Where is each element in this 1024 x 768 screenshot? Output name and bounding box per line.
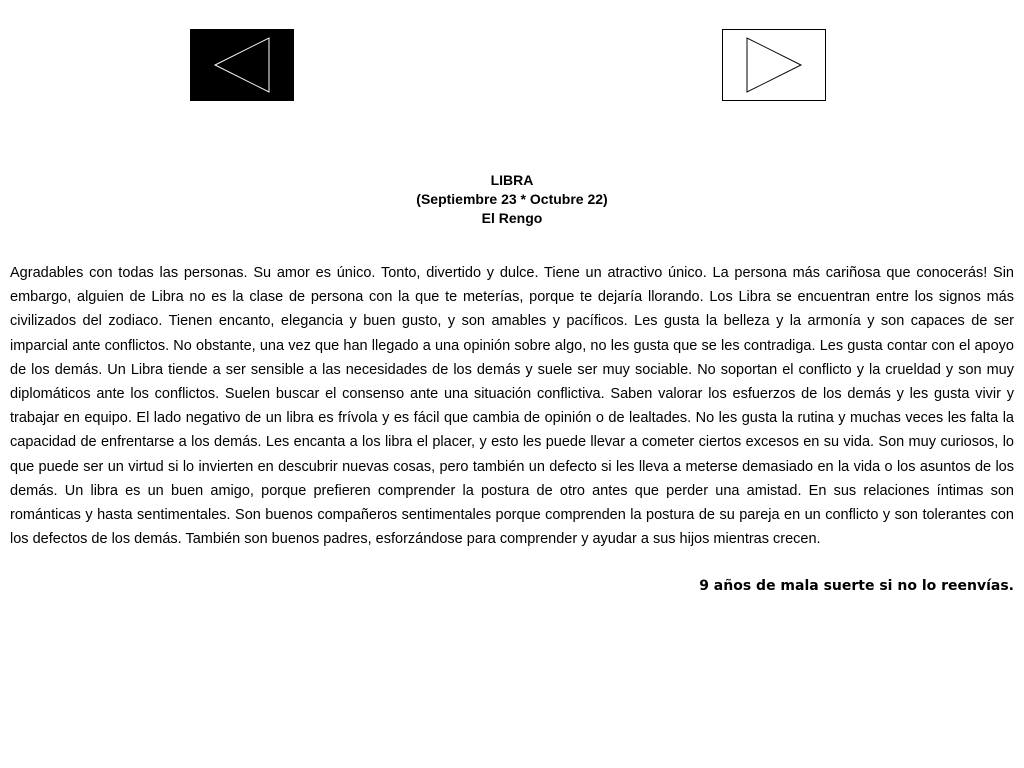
sign-dates: (Septiembre 23 * Octubre 22)	[416, 191, 608, 207]
sign-title: LIBRA	[490, 172, 534, 188]
description-paragraph: Agradables con todas las personas. Su amor es único. Tonto, divertido y dulce. Tiene un atractivo único. La persona más cariñosa que conocerás! Sin embargo, alguien de Libra no es la clase de persona con la que te meterías, porque te dejaría llorando. Los Libra se encuentran entre los signos más civilizados del zodiaco. Tienen encanto, elegancia y buen gusto, y son amables y pacíficos. Les gusta la belleza y la armonía y son capaces de ser imparcial ante conflictos. No obstante, una vez que han llegado a una opinión sobre algo, no les gusta que se les contradiga. Les gusta contar con el apoyo de los demás. Un Libra tiende a ser sensible a las necesidades de los demás y suele ser muy sociable. No soportan el conflicto y la crueldad y son muy diplomáticos ante los conflictos. Suelen buscar el consenso ante una situación conflictiva. Saben valorar los esfuerzos de los demás y les gusta vivir y trabajar en equipo. El lado negativo de un libra es frívola y es fácil que cambia de opinión o de lealtades. No les gusta la rutina y muchas veces les falta la capacidad de enfrentarse a los demás. Les encanta a los libra el placer, y esto les puede llevar a cometer ciertos excesos en su vida. Son muy curiosos, lo que puede ser un virtud si lo invierten en descubrir nuevas cosas, pero también un defecto si les lleva a meterse demasiado en la vida o los asuntos de los demás. Un libra es un buen amigo, porque prefieren comprender la postura de otro antes que perder una amistad. En sus relaciones íntimas son románticas y hasta sentimentales. Son buenos compañeros sentimentales porque comprenden la postura de su pareja en un conflicto y son tolerantes con los defectos de los demás. También son buenos padres, esforzándose para comprender y ayudar a sus hijos mientras crecen.	[10, 265, 1014, 548]
sign-subtitle: El Rengo	[481, 210, 543, 226]
closing-warning: 9 años de mala suerte si no lo reenvías.	[699, 578, 1014, 594]
triangle-right-icon	[723, 30, 825, 100]
sign-heading	[0, 171, 1024, 228]
previous-button[interactable]	[190, 29, 294, 101]
next-button[interactable]	[722, 29, 826, 101]
triangle-left-icon	[191, 30, 293, 100]
